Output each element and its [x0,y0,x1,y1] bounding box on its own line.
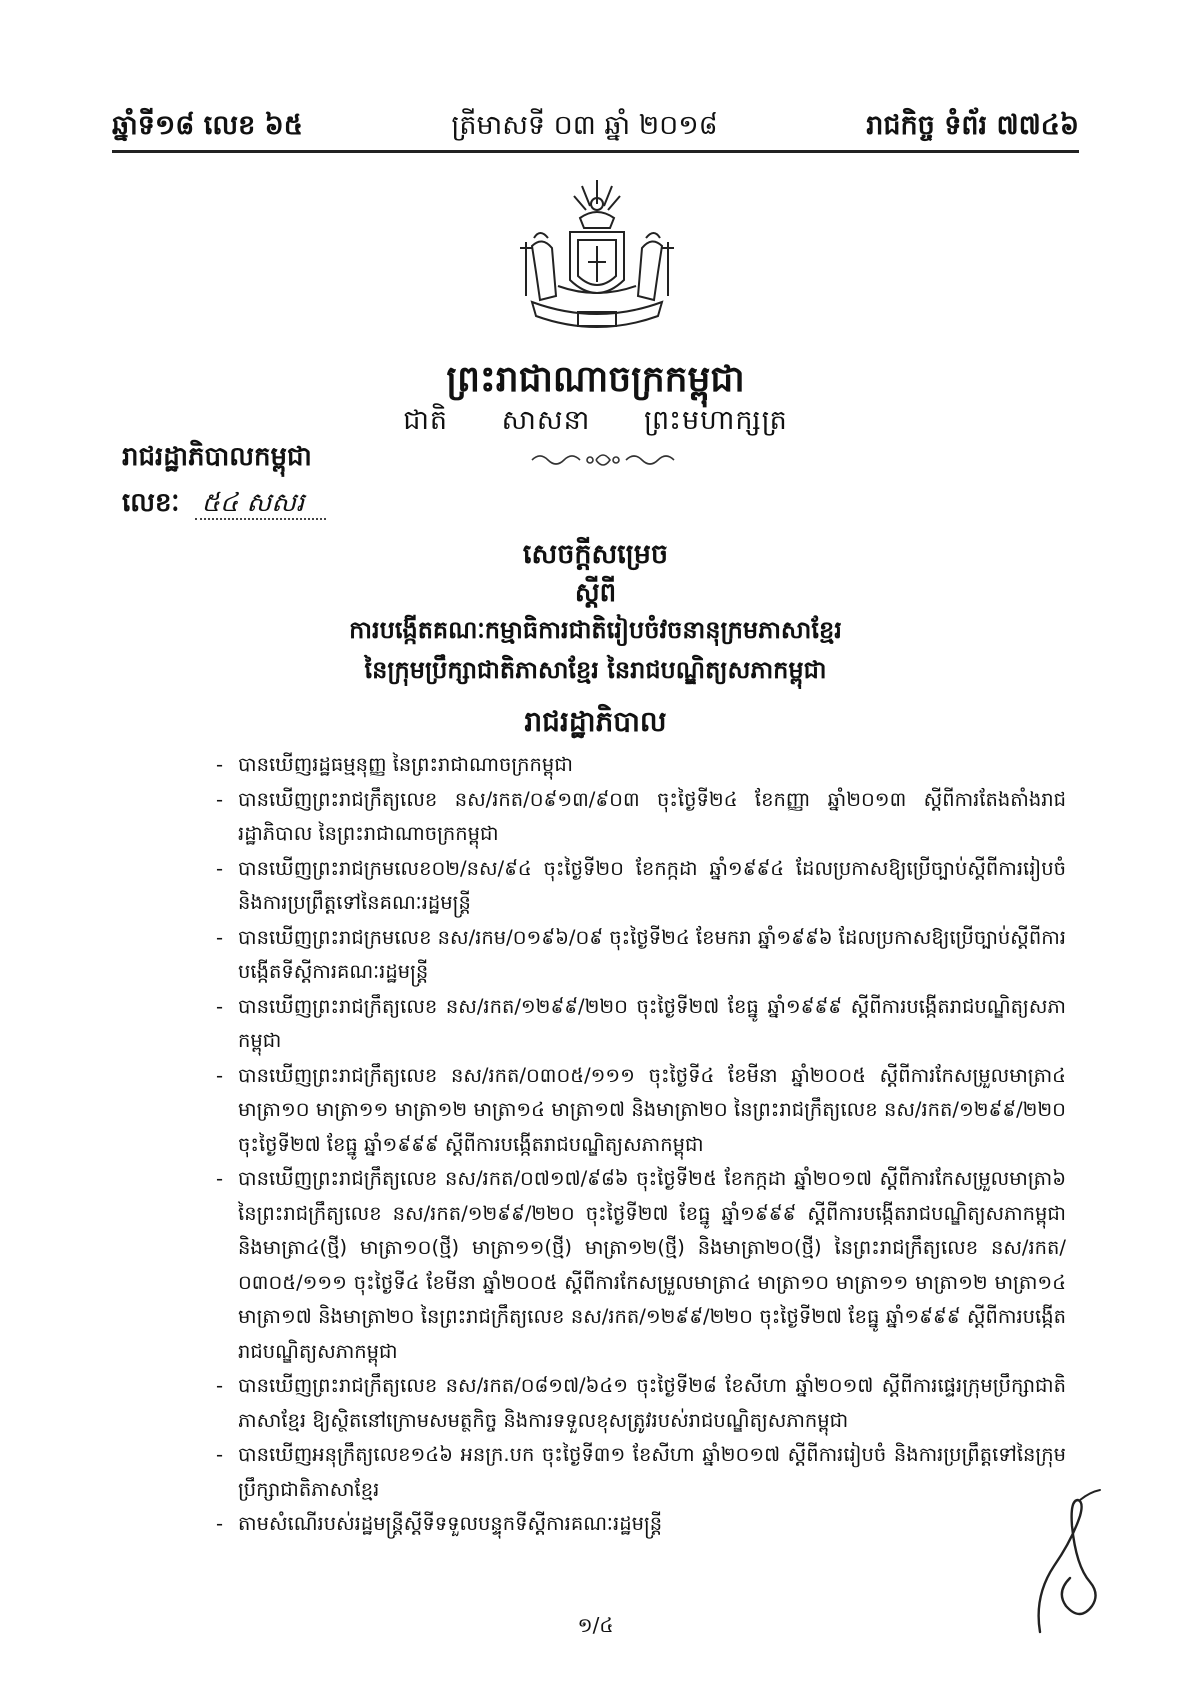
motto-nation: ជាតិ [403,405,449,436]
list-item: - បានឃើញព្រះរាជក្រឹត្យលេខ នស/រកត/០៧១៧/៩៨៦ ចុះថ្ងៃទី២៥ ខែកក្កដា ឆ្នាំ២០១៧ ស្តីពីការកែសម្រួលមាត្រា៦ នៃព្រះរាជក្រឹត្យលេខ នស/រកត/១២៩៩/២២០ ចុះថ្ងៃទី២៧ ខែធ្នូ ឆ្នាំ១៩៩៩ ស្តីពីការបង្កើតរាជបណ្ឌិត្យសភាកម្ពុជា និងមាត្រា៤(ថ្មី) មាត្រា១០(ថ្មី) មាត្រា១១(ថ្មី) មាត្រា១២(ថ្មី) និងមាត្រា២០(ថ្មី) នៃព្រះរាជក្រឹត្យលេខ នស/រកត/០៣០៥/១១១ ចុះថ្ងៃទី៤ ខែមីនា ឆ្នាំ២០០៥ ស្តីពីការកែសម្រួលមាត្រា៤ មាត្រា១០ មាត្រា១១ មាត្រា១២ មាត្រា១៤ មាត្រា១៧ និងមាត្រា២០ នៃព្រះរាជក្រឹត្យលេខ នស/រកត/១២៩៩/២២០ ចុះថ្ងៃទី២៧ ខែធ្នូ ឆ្នាំ១៩៩៩ ស្តីពីការបង្កើតរាជបណ្ឌិត្យសភាកម្ពុជា [216,1162,1066,1369]
legal-basis-list [216,748,1066,1542]
list-item: - បានឃើញព្រះរាជក្រឹត្យលេខ នស/រកត/១២៩៩/២២០ ចុះថ្ងៃទី២៧ ខែធ្នូ ឆ្នាំ១៩៩៩ ស្តីពីការបង្កើតរាជបណ្ឌិត្យសភាកម្ពុជា [216,990,1066,1059]
list-item: - បានឃើញព្រះរាជក្រឹត្យលេខ នស/រកត/០៣០៥/១១១ ចុះថ្ងៃទី៤ ខែមីនា ឆ្នាំ២០០៥ ស្តីពីការកែសម្រួលមាត្រា៤ មាត្រា១០ មាត្រា១១ មាត្រា១២ មាត្រា១៤ មាត្រា១៧ និងមាត្រា២០ នៃព្រះរាជក្រឹត្យលេខ នស/រកត/១២៩៩/២២០ ចុះថ្ងៃទី២៧ ខែធ្នូ ឆ្នាំ១៩៩៩ ស្តីពីការបង្កើតរាជបណ្ឌិត្យសភាកម្ពុជា [216,1059,1066,1163]
motto-king: ព្រះមហាក្សត្រ [643,405,788,436]
list-item: - បានឃើញព្រះរាជក្រឹត្យលេខ នស/រកត/០៩១៣/៩០៣ ចុះថ្ងៃទី២៤ ខែកញ្ញា ឆ្នាំ២០១៣ ស្តីពីការតែងតាំងរាជរដ្ឋាភិបាល នៃព្រះរាជាណាចក្រកម្ពុជា [216,783,1066,852]
list-item: - តាមសំណើរបស់រដ្ឋមន្ត្រីស្តីទីទទួលបន្ទុកទីស្តីការគណៈរដ្ឋមន្ត្រី [216,1507,1066,1542]
list-item: - បានឃើញព្រះរាជក្រមលេខ០២/នស/៩៤ ចុះថ្ងៃទី២០ ខែកក្កដា ឆ្នាំ១៩៩៤ ដែលប្រកាសឱ្យប្រើច្បាប់ស្តីពីការរៀបចំ និងការប្រព្រឹត្តទៅនៃគណៈរដ្ឋមន្ត្រី [216,852,1066,921]
doc-subject-line1: ការបង្កើតគណៈកម្មាធិការជាតិរៀបចំវចនានុក្រមភាសាខ្មែរ [349,616,842,644]
header-quarter: ត្រីមាសទី ០៣ ឆ្នាំ ២០១៨ [451,110,718,141]
government-label: រាជរដ្ឋាភិបាលកម្ពុជា [122,442,312,472]
motto-religion: សាសនា [501,405,591,436]
list-item: - បានឃើញព្រះរាជក្រមលេខ នស/រកម/០១៩៦/០៩ ចុះថ្ងៃទី២៤ ខែមករា ឆ្នាំ១៩៩៦ ដែលប្រកាសឱ្យប្រើច្បាប់ស្តីពីការបង្កើតទីស្តីការគណៈរដ្ឋមន្ត្រី [216,921,1066,990]
header-page-ref: រាជកិច្ច ទំព័រ ៧៧៤៦ [866,110,1079,141]
kingdom-title: ព្រះរាជាណាចក្រកម្ពុជា [446,359,745,400]
ornament-divider-icon [528,450,678,468]
doc-subject-line2: នៃក្រុមប្រឹក្សាជាតិភាសាខ្មែរ នៃរាជបណ្ឌិត្យសភាកម្ពុជា [364,656,827,684]
header-year-issue: ឆ្នាំទី១៨ លេខ ៦៥ [112,110,303,141]
number-label: លេខៈ [122,488,180,518]
header-rule [112,150,1079,153]
national-motto [0,404,1191,443]
number-value: ៥៤ សសរ [195,488,326,520]
issuer-heading: រាជរដ្ឋាភិបាល [524,705,667,738]
doc-about: ស្តីពី [574,578,617,608]
doc-type-title: សេចក្តីសម្រេច [522,539,669,570]
decision-number [122,486,326,524]
page-number: ១/៤ [577,1613,614,1637]
royal-coat-of-arms-emblem [512,176,682,342]
gazette-header [112,88,1079,148]
list-item: - បានឃើញព្រះរាជក្រឹត្យលេខ នស/រកត/០៨១៧/៦៤១ ចុះថ្ងៃទី២៨ ខែសីហា ឆ្នាំ២០១៧ ស្តីពីការផ្ទេរក្រុមប្រឹក្សាជាតិភាសាខ្មែរ ឱ្យស្ថិតនៅក្រោមសមត្ថកិច្ច និងការទទួលខុសត្រូវរបស់រាជបណ្ឌិត្យសភាកម្ពុជា [216,1369,1066,1438]
list-item: - បានឃើញអនុក្រឹត្យលេខ១៤៦ អនក្រ.បក ចុះថ្ងៃទី៣១ ខែសីហា ឆ្នាំ២០១៧ ស្តីពីការរៀបចំ និងការប្រព្រឹត្តទៅនៃក្រុមប្រឹក្សាជាតិភាសាខ្មែរ [216,1438,1066,1507]
list-item: - បានឃើញរដ្ឋធម្មនុញ្ញ នៃព្រះរាជាណាចក្រកម្ពុជា [216,748,1066,783]
